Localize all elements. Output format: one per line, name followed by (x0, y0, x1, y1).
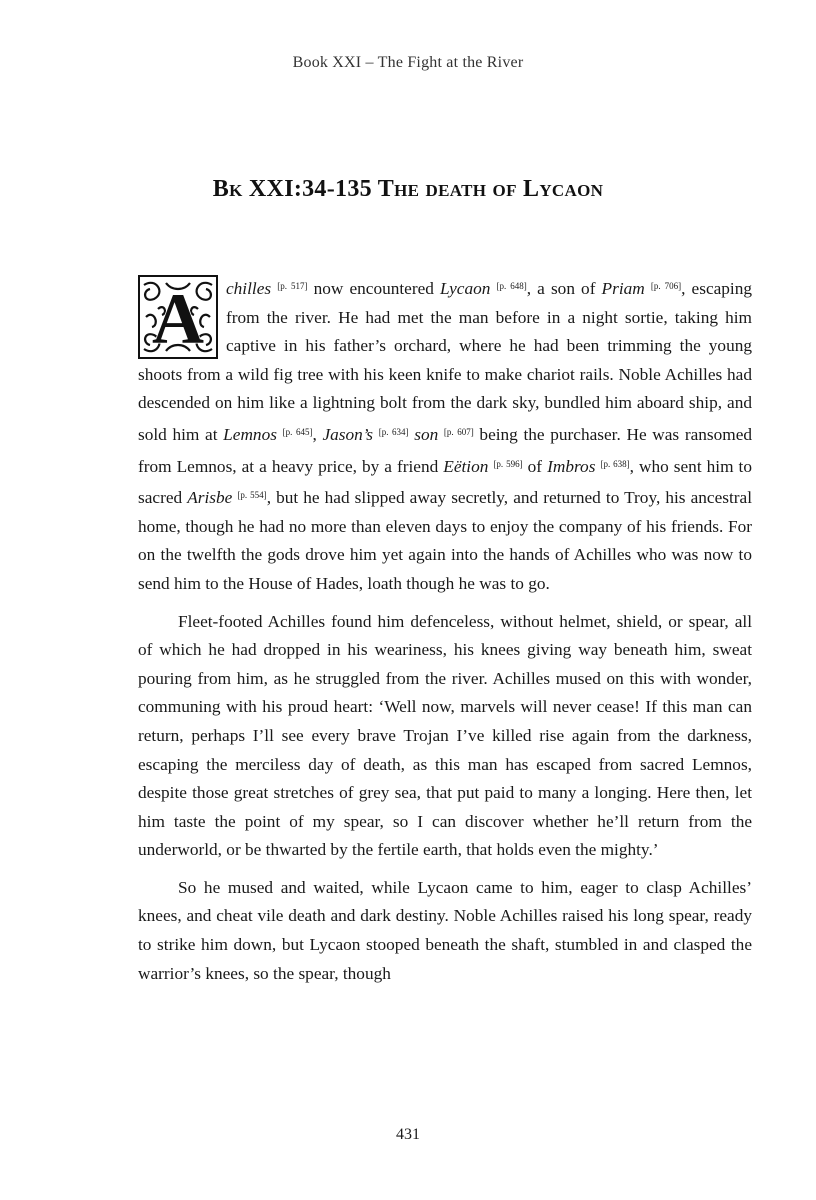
dropcap-letter: A (152, 279, 204, 359)
decorated-initial-a (138, 275, 218, 359)
paragraph-3: So he mused and waited, while Lycaon came to him, eager to clasp Achilles’ knees, and cheat vile death and dark destiny. Noble Achilles raised his long spear, ready to strike him down, but Lycaon stooped beneath the shaft, stumbled in and clasped the warrior’s knees, so the spear, though (138, 877, 752, 983)
name-jasons: Jason’s (322, 424, 374, 444)
page-ref: [p. 554] (237, 490, 267, 501)
text-run: , who sent him to sacred (138, 456, 752, 508)
running-head: Book XXI – The Fight at the River (292, 54, 524, 71)
chapter-title: Bk XXI:34-135 The death of Lycaon (212, 176, 604, 202)
name-priam: Priam (601, 279, 645, 298)
text-run: of (522, 456, 548, 476)
page-ref: [p. 517] (277, 281, 308, 291)
name-eetion: Eëtion (443, 456, 489, 476)
name-imbros: Imbros (547, 456, 596, 476)
body-text (138, 272, 752, 988)
text-run: , but he had slipped away secretly, and returned to Troy, his ancestral home, though he had no more than eleven days to enjoy the company of his friends. For on the twelfth the gods drove him yet again into the hands of Achilles who was now to send him to the House of Hades, loath though he was to go. (138, 488, 753, 593)
name-achilles: chilles (226, 279, 272, 298)
paragraph-1 (138, 272, 752, 599)
text-run: now encountered (307, 279, 441, 298)
page-ref: [p. 706] (650, 281, 682, 291)
page-ref: [p. 634] (378, 426, 409, 437)
name-arisbe: Arisbe (187, 488, 233, 508)
text-run: , escaping from the river. He had met the man before in a night sortie, taking him captive in his father’s orchard, where he had been trimming the young shoots from a wild fig tree with his keen knife to make chariot rails. Noble Achilles had descended on him like a lightning bolt from the dark sky, bundled him aboard ship, and sold him at (138, 279, 753, 444)
page-number: 431 (396, 1126, 420, 1143)
text-run: being the purchaser. He was ransomed from Lemnos, at a heavy price, by a friend (138, 424, 753, 476)
page-ref: [p. 607] (443, 426, 474, 437)
name-lycaon: Lycaon (440, 279, 491, 298)
text-run: , a son of (526, 279, 602, 298)
page-ref: [p. 648] (496, 281, 527, 291)
page-ref: [p. 645] (282, 426, 313, 437)
paragraph-2: Fleet-footed Achilles found him defenceless, without helmet, shield, or spear, all of which he had dropped in his weariness, his knees giving way beneath him, sweat pouring from him, as he struggled from the river. Achilles mused on this with wonder, communing with his proud heart: ‘Well now, marvels will never cease! If this man can return, perhaps I’ll see every brave Trojan I’ve killed rise again from the darkness, escaping the merciless day of death, as this man has escaped from sacred Lemnos, despite those great stretches of grey sea, that put paid to many a longing. Here then, let him taste the point of my spear, so I can discover whether he’ll return from the underworld, or be thwarted by the fertile earth, that holds even the mighty.’ (138, 611, 752, 860)
page-ref: [p. 596] (493, 458, 523, 469)
name-lemnos: Lemnos (223, 424, 277, 444)
text-run: , (312, 424, 323, 444)
page-ref: [p. 638] (600, 458, 630, 469)
name-son: son (414, 424, 439, 444)
